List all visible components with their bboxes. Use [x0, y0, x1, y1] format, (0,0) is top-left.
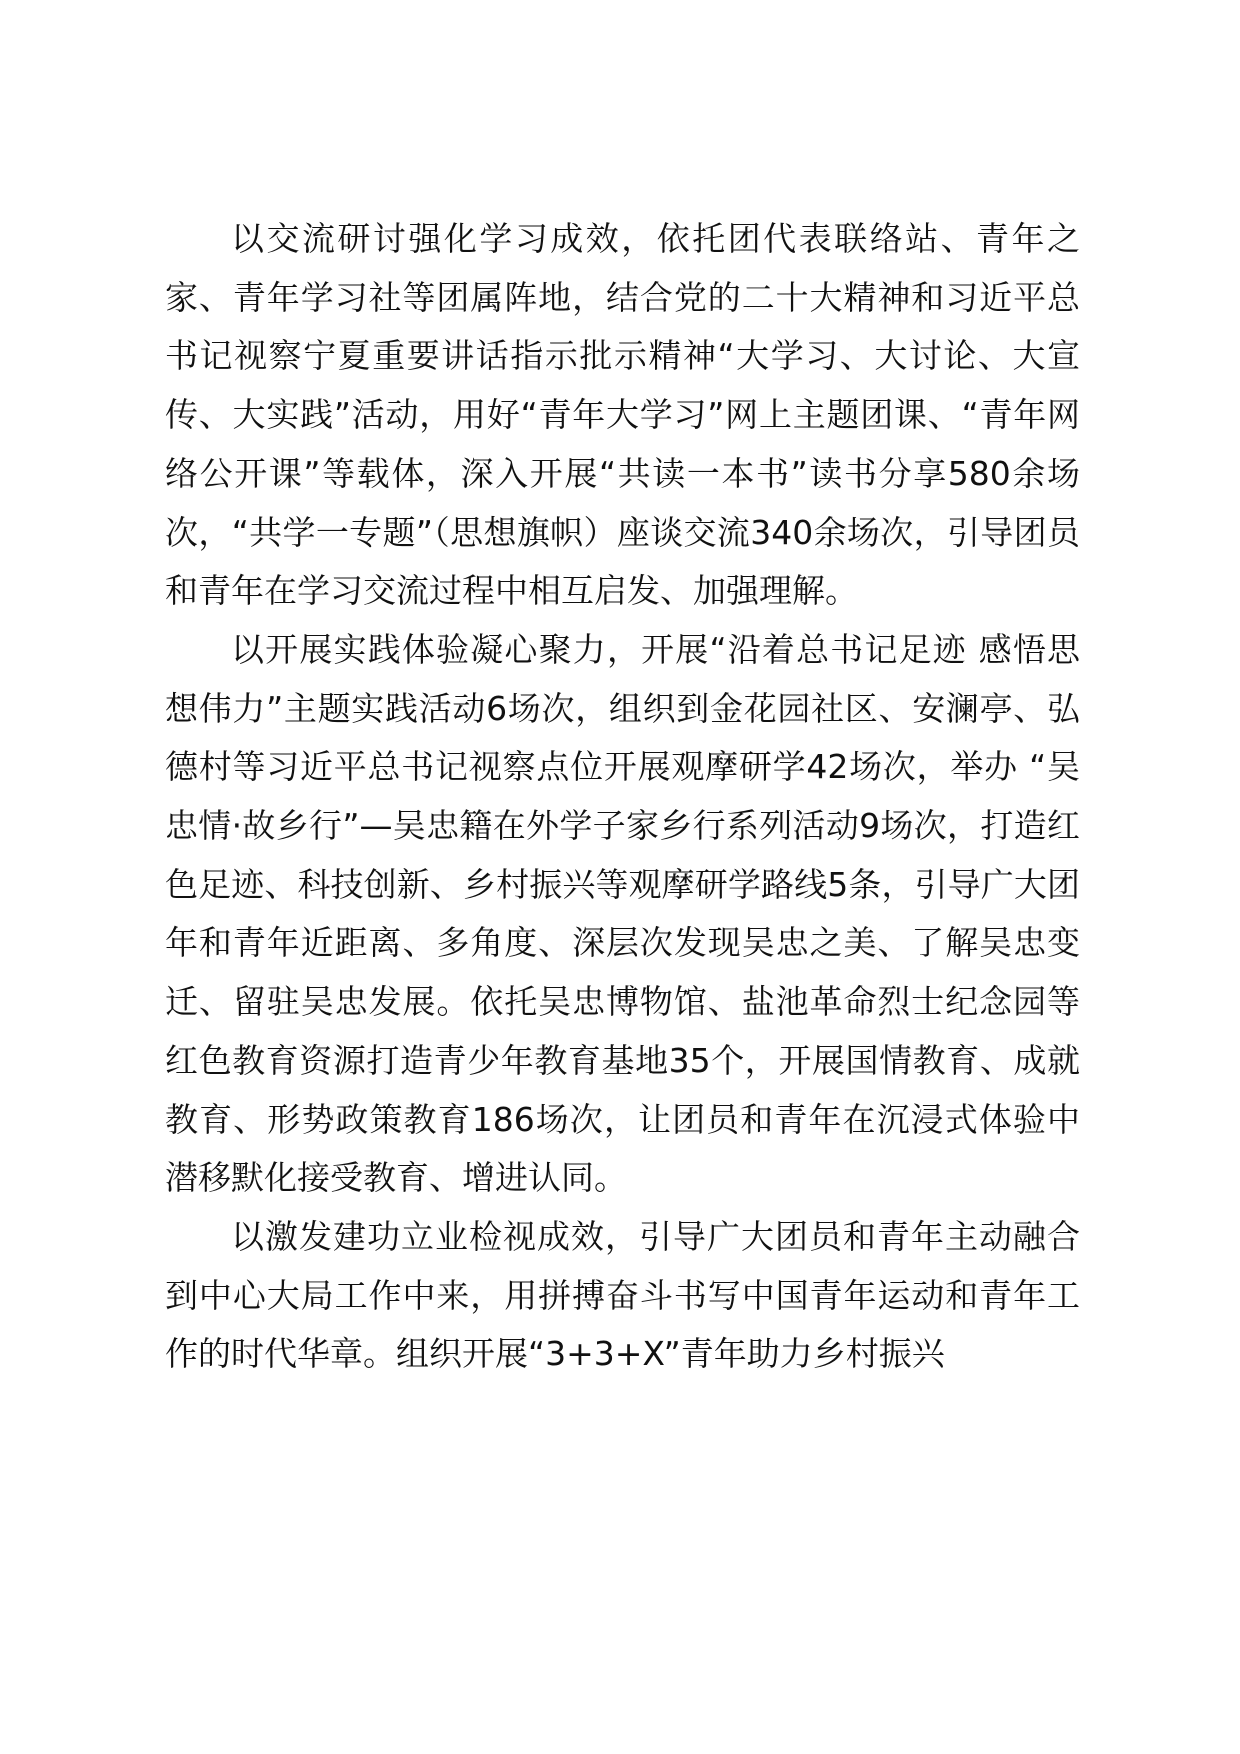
- document-body: [165, 210, 1080, 1384]
- paragraph-study-exchange: 以交流研讨强化学习成效，依托团代表联络站、青年之家、青年学习社等团属阵地，结合党的二十大精神和习近平总书记视察宁夏重要讲话指示批示精神“大学习、大讨论、大宣传、大实践”活动，用好“青年大学习”网上主题团课、“青年网络公开课”等载体，深入开展“共读一本书”读书分享580余场次，“共学一专题”（思想旗帜）座谈交流340余场次，引导团员和青年在学习交流过程中相互启发、加强理解。: [165, 219, 1080, 611]
- paragraph-practice-experience: 以开展实践体验凝心聚力，开展“沿着总书记足迹 感悟思想伟力”主题实践活动6场次，组织到金花园社区、安澜亭、弘德村等习近平总书记视察点位开展观摩研学42场次，举办 “吴忠情·故乡行”—吴忠籍在外学子家乡行系列活动9场次，打造红色足迹、科技创新、乡村振兴等观摩研学路线5条，引导广大团年和青年近距离、多角度、深层次发现吴忠之美、了解吴忠变迁、留驻吴忠发展。依托吴忠博物馆、盐池革命烈士纪念园等红色教育资源打造青少年教育基地35个，开展国情教育、成就教育、形势政策教育186场次，让团员和青年在沉浸式体验中潜移默化接受教育、增进认同。: [165, 629, 1080, 1198]
- paragraph-achievement: 以激发建功立业检视成效，引导广大团员和青年主动融合到中心大局工作中来，用拼搏奋斗书写中国青年运动和青年工作的时代华章。组织开展“3+3+X”青年助力乡村振兴: [165, 1216, 1080, 1374]
